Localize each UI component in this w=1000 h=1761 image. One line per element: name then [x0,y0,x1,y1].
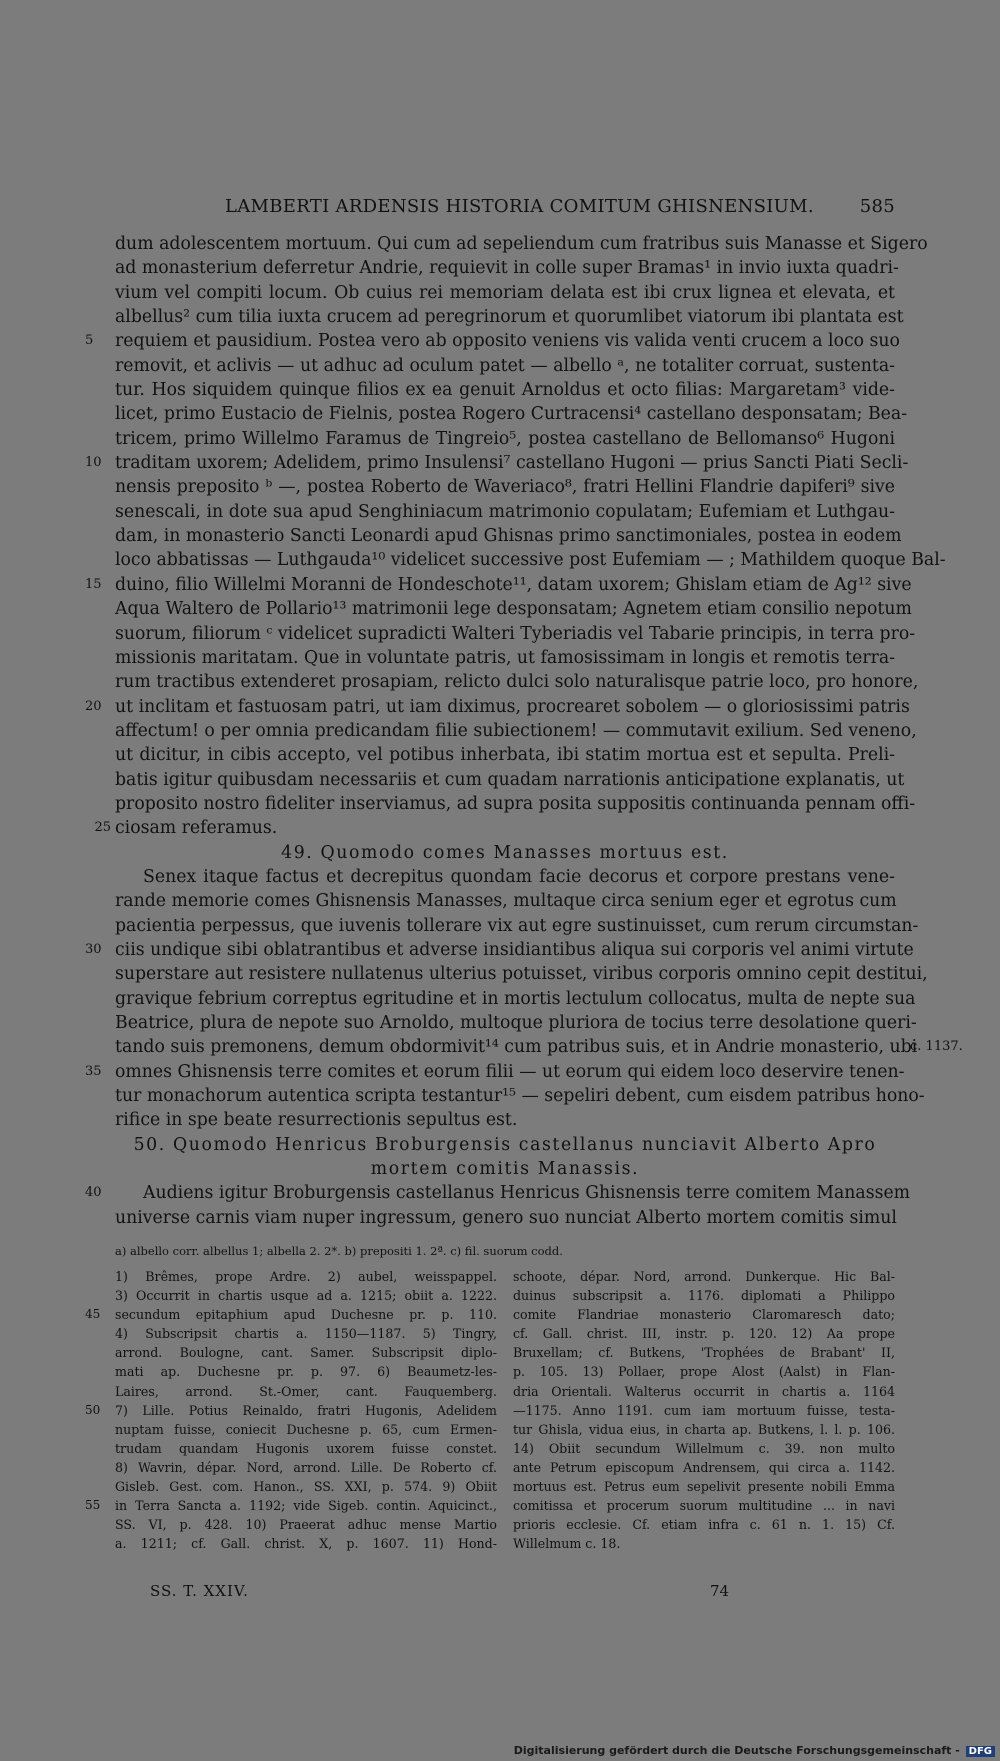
text-line [85,1060,905,1084]
line-text: mortem comitis Manassis. [370,1159,640,1180]
main-text [85,232,963,1230]
text-line [115,281,895,305]
line-text: traditam uxorem; Adelidem, primo Insulensi⁷ castellano Hugoni — prius Sancti Piati Secli- [115,453,909,474]
line-text: ut dicitur, in cibis accepto, vel potibus inherbata, ibi statim mortua est et sepulta. Preli- [115,745,895,766]
line-text: universe carnis viam nuper ingressum, genero suo nunciat Alberto mortem comitis simul [115,1207,897,1228]
line-text: tricem, primo Willelmo Faramus de Tingreio⁵, postea castellano de Bellomanso⁶ Hugoni [115,428,895,449]
footnote-line [513,1382,895,1401]
text-line [115,402,908,426]
sheet-number: 74 [710,1582,730,1600]
line-text: dum adolescentem mortuum. Qui cum ad sepeliendum cum fratribus suis Manasse et Sigero [115,234,928,254]
footnote-line [115,1382,497,1401]
dfg-logo: DFG [966,1746,995,1757]
text-line [115,889,895,913]
line-number: 55 [85,1498,101,1513]
footnote-line [513,1515,895,1534]
footnote-line [513,1343,895,1362]
line-text: tando suis premonens, demum obdormivit¹⁴ cum patribus suis, et in Andrie monasterio, ubi [115,1037,918,1058]
footnote-line [513,1286,895,1305]
footnote-text: arrond. Boulogne, cant. Samer. Subscripsit diplo- [115,1345,497,1361]
footnote-line [513,1496,895,1515]
line-number: 50 [85,1402,101,1417]
footnote-line [115,1324,497,1343]
footnote-line [513,1401,895,1420]
line-text: suorum, filiorum ᶜ videlicet supradicti Walteri Tyberiadis vel Tabarie principis, in terra pro- [115,623,916,644]
line-text: omnes Ghisnensis terre comites et eorum filii — ut eorum qui eidem loco deservire tenen- [115,1061,905,1082]
line-text: ciis undique sibi oblatrantibus et adverse insidiantibus aliqua sui corporis vel animi virtute [115,939,914,960]
footnote-text: —1175. Anno 1191. cum iam mortuum fuisse, testa- [513,1402,895,1418]
text-line [94,816,895,840]
footnote-text: 14) Obiit secundum Willelmum c. 39. non multo [513,1440,895,1456]
text-line [85,695,910,719]
footnote-line [115,1420,497,1439]
footnote-text: 4) Subscripsit chartis a. 1150—1187. 5) Tingry, [115,1326,497,1342]
text-line [115,670,919,694]
line-text: removit, et aclivis — ut adhuc ad oculum patet — albello ᵃ, ne totaliter corruat, sustenta- [115,355,895,376]
line-number: 45 [85,1307,101,1322]
page-number: 585 [859,196,895,217]
footnote-line [513,1420,895,1439]
text-line [115,548,946,572]
line-number: 25 [94,820,111,836]
text-line [115,987,916,1011]
line-text: tur monachorum autentica scripta testantur¹⁵ — sepeliri debent, cum eisdem patribus hono- [115,1086,925,1107]
text-line [115,792,916,816]
line-text: proposito nostro fideliter inserviamus, ad supra posita suppositis continuanda pennam offi- [115,793,916,814]
text-line [85,1181,911,1205]
line-text: dam, in monasterio Sancti Leonardi apud Ghisnas primo sanctimoniales, postea in eodem [115,526,902,547]
text-line [115,475,895,499]
text-line [115,914,919,938]
footnote-line [115,1362,497,1381]
footnote-text: tur Ghisla, vidua eius, in charta ap. Butkens, l. l. p. 106. [513,1421,895,1437]
text-line [115,354,895,378]
text-line [115,962,928,986]
footnote-text: 8) Wavrin, dépar. Nord, arrond. Lille. De Roberto cf. [115,1459,497,1475]
footnote-text: p. 105. 13) Pollaer, prope Alost (Aalst) in Flan- [513,1364,895,1380]
running-header [115,196,895,222]
line-text: ad monasterium deferretur Andrie, requievit in colle super Bramas¹ in invio iuxta quadri- [115,258,899,279]
text-line [115,597,912,621]
running-title: LAMBERTI ARDENSIS HISTORIA COMITUM GHISNENSIUM. [225,196,814,217]
line-text: requiem et pausidium. Postea vero ab opposito veniens vis valida venti crucem a loco suo [115,331,900,352]
footnote-text: secundum epitaphium apud Duchesne pr. p. 110. [115,1307,497,1323]
footnotes-left-column [85,1267,497,1553]
footnote-text: Laires, arrond. St.-Omer, cant. Fauquemberg. [115,1383,497,1399]
line-text: nensis preposito ᵇ —, postea Roberto de Waveriaco⁸, fratri Hellini Flandrie dapiferi⁹ sive [115,477,895,498]
line-number: 20 [85,698,102,714]
text-line [85,451,909,475]
footnotes-right-column [513,1267,895,1553]
footnote-text: comitissa et procerum suorum multitudine ... in navi [513,1498,895,1514]
margin-date: c. 1137. [910,1039,963,1055]
text-line [115,232,928,256]
footnote-line [513,1477,895,1496]
line-text: Senex itaque factus et decrepitus quondam facie decorus et corpore prestans vene- [143,866,895,887]
dfg-notice-text: Digitalisierung gefördert durch die Deutsche Forschungsgemeinschaft - [513,1744,960,1757]
volume-signature: SS. T. XXIV. [150,1582,249,1600]
footnote-line [115,1458,497,1477]
footnote-line [115,1477,497,1496]
line-text: vium vel compiti locum. Ob cuius rei memoriam delata est ibi crux lignea et elevata, et [115,282,895,303]
text-line [115,524,902,548]
footnote-text: Gisleb. Gest. com. Hanon., SS. XXI, p. 574. 9) Obiit [115,1479,497,1495]
footnote-line [115,1286,497,1305]
line-text: tur. Hos siquidem quinque filios ex ea genuit Arnoldus et octo filias: Margaretam³ vide- [115,380,895,401]
text-line [115,427,895,451]
text-line [115,500,895,524]
text-line [85,329,900,353]
line-text: Audiens igitur Broburgensis castellanus Henricus Ghisnensis terre comitem Manassem [143,1183,911,1204]
text-line [115,1108,895,1132]
footnote-line [85,1305,497,1324]
line-text: affectum! o per omnia predicandam filie subiectionem! — commutavit exilium. Sed veneno, [115,720,917,741]
text-line [85,938,914,962]
footnote-text: SS. VI, p. 428. 10) Praeerat adhuc mense Martio [115,1517,497,1533]
text-line [115,743,895,767]
footnote-line [115,1515,497,1534]
footnote-line [513,1267,895,1286]
line-text: gravique febrium correptus egritudine et in mortis lectulum collocatus, multa de nepte sua [115,988,916,1009]
footnote-line [115,1534,497,1553]
footnote-text: schoote, dépar. Nord, arrond. Dunkerque. Hic Bal- [513,1269,895,1284]
footnote-line [513,1458,895,1477]
line-text: 50. Quomodo Henricus Broburgensis castellanus nunciavit Alberto Apro [133,1134,877,1155]
footnote-line [115,1343,497,1362]
footnote-text: Willelmum c. 18. [513,1536,621,1552]
section-heading [115,1133,895,1157]
line-text: missionis maritatam. Que in voluntate patris, ut famosissimam in longis et remotis terra- [115,647,895,668]
footnote-text: Bruxellam; cf. Butkens, 'Trophées de Brabant' II, [513,1345,895,1361]
critical-apparatus: a) albello corr. albellus 1; albella 2. 2*. b) prepositi 1. 2ª. c) fil. suorum codd. [115,1244,563,1258]
footnote-text: 7) Lille. Potius Reinaldo, fratri Hugonis, Adelidem [115,1402,497,1418]
line-number: 35 [85,1063,102,1079]
footnote-text: dria Orientali. Walterus occurrit in chartis a. 1164 [513,1383,895,1399]
footnote-line [85,1401,497,1420]
line-number: 5 [85,333,94,349]
footnote-text: cf. Gall. christ. III, instr. p. 120. 12) Aa prope [513,1326,895,1342]
line-text: ut inclitam et fastuosam patri, ut iam diximus, procrearet sobolem — o gloriosissimi patris [115,696,910,717]
line-text: ciosam referamus. [115,818,278,839]
line-text: rifice in spe beate resurrectionis sepultus est. [115,1110,518,1131]
text-line [115,1035,963,1059]
dfg-notice [514,1744,995,1757]
line-text: rum tractibus extenderet prosapiam, relicto dulci solo naturalisque patrie loco, pro honore, [115,672,919,693]
footnote-line [115,1267,497,1286]
text-line [115,1206,895,1230]
footnote-line [513,1439,895,1458]
section-heading [115,1157,895,1181]
footnote-line [115,1439,497,1458]
footnote-text: 1) Brêmes, prope Ardre. 2) aubel, weisspappel. [115,1269,497,1284]
line-text: licet, primo Eustacio de Fielnis, postea Rogero Curtracensi⁴ castellano desponsatam; Bea- [115,404,908,425]
footnote-line [513,1324,895,1343]
line-number: 40 [85,1185,102,1201]
footnote-text: mortuus est. Petrus eum sepelivit presente nobili Emma [513,1479,895,1495]
text-line [115,256,899,280]
text-line [115,646,895,670]
section-heading [115,841,895,865]
footnote-line [513,1305,895,1324]
line-text: pacientia perpessus, que iuvenis tollerare vix aut egre sustinuisset, cum rerum circumstan- [115,915,919,936]
footnote-text: ante Petrum episcopum Andrensem, qui circa a. 1142. [513,1459,895,1475]
text-line [115,378,895,402]
footnote-line [513,1534,895,1553]
footnote-text: duinus subscripsit a. 1176. diplomati a Philippo [513,1288,895,1304]
footnote-text: comite Flandriae monasterio Claromaresch dato; [513,1307,895,1323]
line-text: batis igitur quibusdam necessariis et cum quadam narrationis anticipatione explanatis, ut [115,769,905,790]
line-text: loco abbatissas — Luthgauda¹⁰ videlicet successive post Eufemiam — ; Mathildem quoque Bal- [115,550,946,571]
footnote-text: 3) Occurrit in chartis usque ad a. 1215; obiit a. 1222. [115,1288,497,1304]
footnote-text: mati ap. Duchesne pr. p. 97. 6) Beaumetz-les- [115,1364,497,1380]
footnote-text: in Terra Sancta a. 1192; vide Sigeb. contin. Aquicinct., [115,1498,497,1514]
text-line [115,865,895,889]
page-footer [150,1582,750,1604]
text-line [115,1011,917,1035]
footnote-line [513,1362,895,1381]
line-text: senescali, in dote sua apud Senghiniacum matrimonio copulatam; Eufemiam et Luthgau- [115,501,895,522]
line-text: 49. Quomodo comes Manasses mortuus est. [281,842,729,863]
line-text: albellus² cum tilia iuxta crucem ad peregrinorum et quorumlibet viatorum ibi plantata est [115,307,904,328]
text-line [115,622,916,646]
footnote-line [85,1496,497,1515]
text-line [115,1084,925,1108]
line-text: rande memorie comes Ghisnensis Manasses, multaque circa senium eger et egrotus cum [115,891,897,912]
footnote-text: prioris ecclesie. Cf. etiam infra c. 61 n. 1. 15) Cf. [513,1517,895,1533]
footnote-text: a. 1211; cf. Gall. christ. X, p. 1607. 11) Hond- [115,1536,497,1552]
line-text: Beatrice, plura de nepote suo Arnoldo, multoque pluriora de tocius terre desolatione queri- [115,1013,917,1033]
line-text: superstare aut resistere nullatenus ulterius potuisset, viribus corporis omnino cepit destitui, [115,964,928,985]
line-text: duino, filio Willelmi Moranni de Hondeschote¹¹, datam uxorem; Ghislam etiam de Ag¹² sive [115,574,912,595]
line-number: 10 [85,455,102,471]
footnote-text: trudam quandam Hugonis uxorem fuisse constet. [115,1440,497,1456]
line-number: 30 [85,941,102,957]
text-line [85,573,912,597]
line-text: Aqua Waltero de Pollario¹³ matrimonii lege desponsatam; Agnetem etiam consilio nepotum [115,599,912,620]
text-line [115,768,905,792]
line-number: 15 [85,576,102,592]
footnote-text: nuptam fuisse, coniecit Duchesne p. 65, cum Ermen- [115,1421,497,1437]
text-line [115,305,904,329]
text-line [115,719,917,743]
